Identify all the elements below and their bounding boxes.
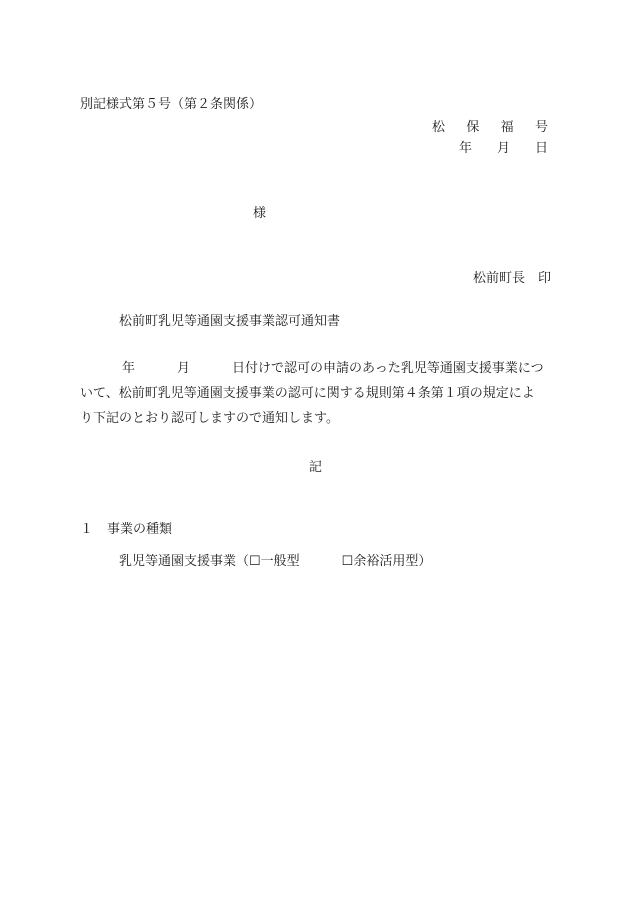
number-char-1: 松 <box>432 120 446 135</box>
option-surplus-type: ☐余裕活用型） <box>341 554 432 569</box>
number-char-2: 保 <box>466 120 480 135</box>
date-month: 月 <box>496 141 510 156</box>
body-line-2: いて、松前町乳児等通園支援事業の認可に関する規則第４条第１項の規定によ <box>80 386 535 401</box>
body-line-1 <box>80 356 552 381</box>
body-year: 年 <box>122 361 136 376</box>
item-1-number: １ <box>80 522 94 537</box>
item-1-detail <box>119 555 431 568</box>
number-char-3: 福 <box>500 120 514 135</box>
item-1-title: 事業の種類 <box>107 522 173 537</box>
addressee-suffix: 様 <box>253 206 267 221</box>
date-day: 日 <box>534 141 548 156</box>
date-year: 年 <box>459 141 473 156</box>
notice-body <box>80 356 552 431</box>
sender-name: 松前町長 印 <box>473 271 552 286</box>
item-1-heading <box>80 523 172 536</box>
document-number-line <box>432 121 548 134</box>
option-general-type: ☐一般型 <box>249 554 300 569</box>
document-title: 松前町乳児等通園支援事業認可通知書 <box>119 314 341 329</box>
body-month: 月 <box>177 361 191 376</box>
ki-heading: 記 <box>309 460 323 475</box>
form-label: 別記様式第５号（第２条関係） <box>80 97 263 112</box>
date-line <box>459 142 548 155</box>
body-line-1-text: 日付けで認可の申請のあった乳児等通園支援事業につ <box>232 361 544 376</box>
body-line-3: り下記のとおり認可しますので通知します。 <box>80 411 339 426</box>
number-char-4: 号 <box>534 120 548 135</box>
item-1-detail-prefix: 乳児等通園支援事業（ <box>119 554 250 569</box>
